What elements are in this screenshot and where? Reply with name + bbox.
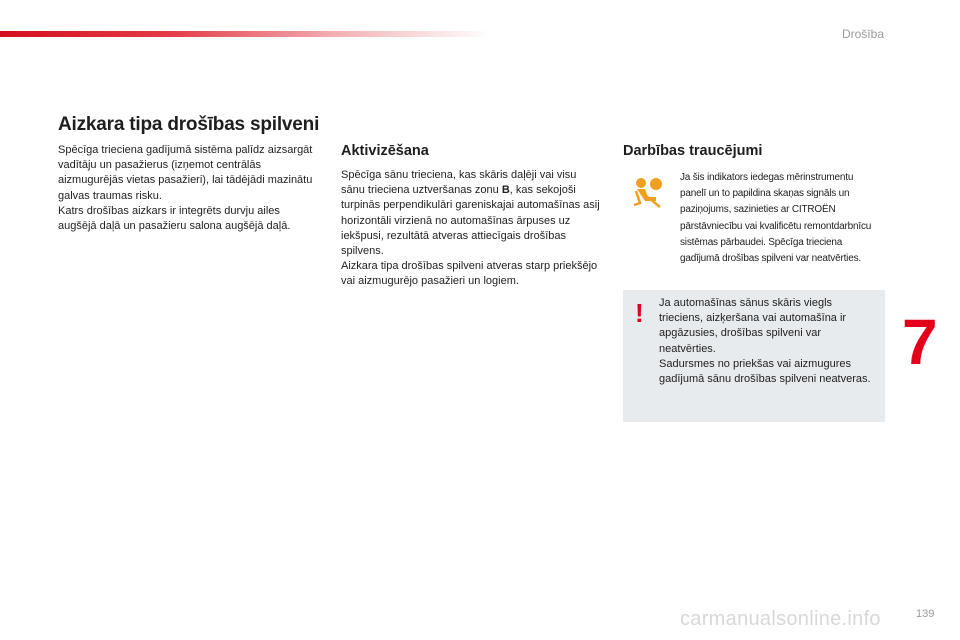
watermark: carmanualsonline.info bbox=[680, 608, 881, 630]
intro-text bbox=[58, 143, 320, 234]
exclamation-icon: ! bbox=[635, 298, 644, 328]
section-header: Drošība bbox=[841, 27, 884, 41]
intro-paragraph: Spēcīga trieciena gadījumā sistēma palīdz aizsargāt vadītāju un pasažierus (izņemot centrālās aizmugurējās vietas pasažieri), lai tādējādi mazinātu galvas traumas risku. bbox=[58, 144, 313, 202]
airbag-warning-icon bbox=[630, 175, 664, 209]
activation-paragraph: Aizkara tipa drošības spilveni atveras starp priekšējo vai aizmugurējo pasažieri un logiem. bbox=[341, 260, 598, 288]
note-paragraph: Sadursmes no priekšas vai aizmugures gadījumā sānu drošības spilveni neatveras. bbox=[659, 357, 871, 386]
page-title: Aizkara tipa drošības spilveni bbox=[58, 114, 320, 135]
note-text bbox=[659, 296, 877, 387]
indicator-text: Ja šis indikators iedegas mērinstrumentu panelī un to papildina skaņas signāls un paziņojums, sazinieties ar CITROËN pārstāvniecību vai kvalificētu remontdarbnīcu sistēmas pārbaudei. Spēcīga trieciena gadījumā drošības spilveni var neatvērties. bbox=[680, 172, 872, 265]
intro-paragraph: Katrs drošības aizkars ir integrēts durvju ailes augšējā daļā un pasažieru salona augšējā daļā. bbox=[58, 204, 291, 233]
warning-note bbox=[623, 290, 885, 422]
activation-text bbox=[341, 168, 603, 290]
activation-paragraph: Spēcīga sānu trieciena, kas skāris daļēji vai visu sānu trieciena uztveršanas zonu B, kas sekojoši turpinās perpendikulāri gareniskajai automašīnas asij horizontāli virzienā no automašīnas ārpuses uz iekšpusi, rezultātā atveras attiecīgais drošības spilvens. bbox=[341, 169, 600, 258]
activation-heading: Aktivizēšana bbox=[341, 143, 429, 159]
chapter-number: 7 bbox=[902, 306, 938, 378]
malfunction-heading: Darbības traucējumi bbox=[623, 143, 763, 159]
header-accent-bar bbox=[0, 31, 490, 37]
note-paragraph: Ja automašīnas sānus skāris viegls trieciens, aizķeršana vai automašīna ir apgāzusies, drošības spilveni var neatvērties. bbox=[659, 297, 847, 355]
page-number: 139 bbox=[916, 608, 935, 620]
